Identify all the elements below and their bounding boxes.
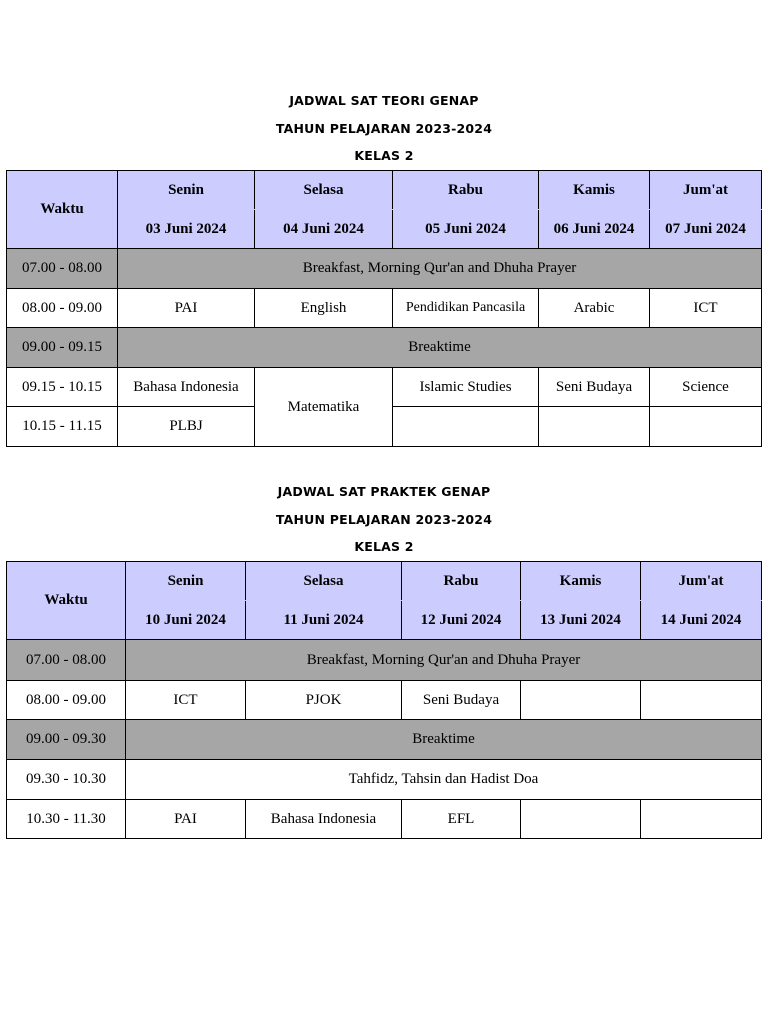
schedule1-year: TAHUN PELAJARAN 2023-2024 [275,121,493,136]
table-row [7,800,762,839]
subject-cell: PJOK [246,681,402,720]
empty-cell [539,407,650,447]
time-cell: 07.00 - 08.00 [7,249,118,289]
day-header: Selasa [246,562,402,601]
subject-cell [521,800,641,839]
waktu-header: Waktu [7,562,126,640]
subject-cell [521,681,641,720]
subject-cell: ICT [650,289,762,328]
subject-cell: English [255,289,393,328]
time-cell: 08.00 - 09.00 [7,289,118,328]
day-header: Selasa [255,171,393,210]
time-cell: 10.15 - 11.15 [7,407,118,447]
date-header: 10 Juni 2024 [126,601,246,640]
table-row [7,720,762,760]
subject-cell [641,800,762,839]
subject-cell [641,681,762,720]
time-cell: 09.00 - 09.15 [7,328,118,368]
date-header: 11 Juni 2024 [246,601,402,640]
subject-cell: PAI [118,289,255,328]
time-cell: 07.00 - 08.00 [7,640,126,681]
day-header: Rabu [402,562,521,601]
time-cell: 09.30 - 10.30 [7,760,126,800]
empty-cell [393,407,539,447]
subject-cell: Seni Budaya [539,368,650,407]
activity-cell: Breakfast, Morning Qur'an and Dhuha Prayer [126,640,762,681]
subject-cell: Seni Budaya [402,681,521,720]
day-header: Senin [118,171,255,210]
schedule2-class: KELAS 2 [354,539,414,554]
day-header: Kamis [539,171,650,210]
subject-cell: Science [650,368,762,407]
day-header: Kamis [521,562,641,601]
schedule1-table [6,170,762,447]
date-header: 13 Juni 2024 [521,601,641,640]
waktu-header: Waktu [7,171,118,249]
activity-cell: Breaktime [126,720,762,760]
empty-cell [650,407,762,447]
day-header: Jum'at [650,171,762,210]
table-row [7,368,762,407]
date-header: 07 Juni 2024 [650,210,762,249]
schedule1-title: JADWAL SAT TEORI GENAP [289,93,479,108]
table-row [7,249,762,289]
date-header: 14 Juni 2024 [641,601,762,640]
time-cell: 09.15 - 10.15 [7,368,118,407]
activity-cell: Breakfast, Morning Qur'an and Dhuha Prayer [118,249,762,289]
table-row [7,640,762,681]
subject-cell: EFL [402,800,521,839]
subject-cell: ICT [126,681,246,720]
day-header: Rabu [393,171,539,210]
date-header: 12 Juni 2024 [402,601,521,640]
subject-cell: Bahasa Indonesia [246,800,402,839]
subject-cell: Pendidikan Pancasila [393,289,539,328]
table-row [7,681,762,720]
date-header: 03 Juni 2024 [118,210,255,249]
date-header: 06 Juni 2024 [539,210,650,249]
subject-cell: Matematika [255,368,393,447]
subject-cell: PLBJ [118,407,255,447]
schedule1-class: KELAS 2 [354,148,414,163]
time-cell: 08.00 - 09.00 [7,681,126,720]
table-header-row [7,171,762,210]
subject-cell: Arabic [539,289,650,328]
activity-cell: Tahfidz, Tahsin dan Hadist Doa [126,760,762,800]
table-header-row [7,210,762,249]
table-row [7,289,762,328]
date-header: 04 Juni 2024 [255,210,393,249]
table-row [7,760,762,800]
activity-cell: Breaktime [118,328,762,368]
schedule2-table [6,561,762,839]
schedule2-title: JADWAL SAT PRAKTEK GENAP [277,484,491,499]
table-row [7,328,762,368]
day-header: Senin [126,562,246,601]
schedule2-year: TAHUN PELAJARAN 2023-2024 [275,512,493,527]
day-header: Jum'at [641,562,762,601]
table-header-row [7,562,762,601]
subject-cell: PAI [126,800,246,839]
subject-cell: Bahasa Indonesia [118,368,255,407]
time-cell: 10.30 - 11.30 [7,800,126,839]
time-cell: 09.00 - 09.30 [7,720,126,760]
subject-cell: Islamic Studies [393,368,539,407]
date-header: 05 Juni 2024 [393,210,539,249]
